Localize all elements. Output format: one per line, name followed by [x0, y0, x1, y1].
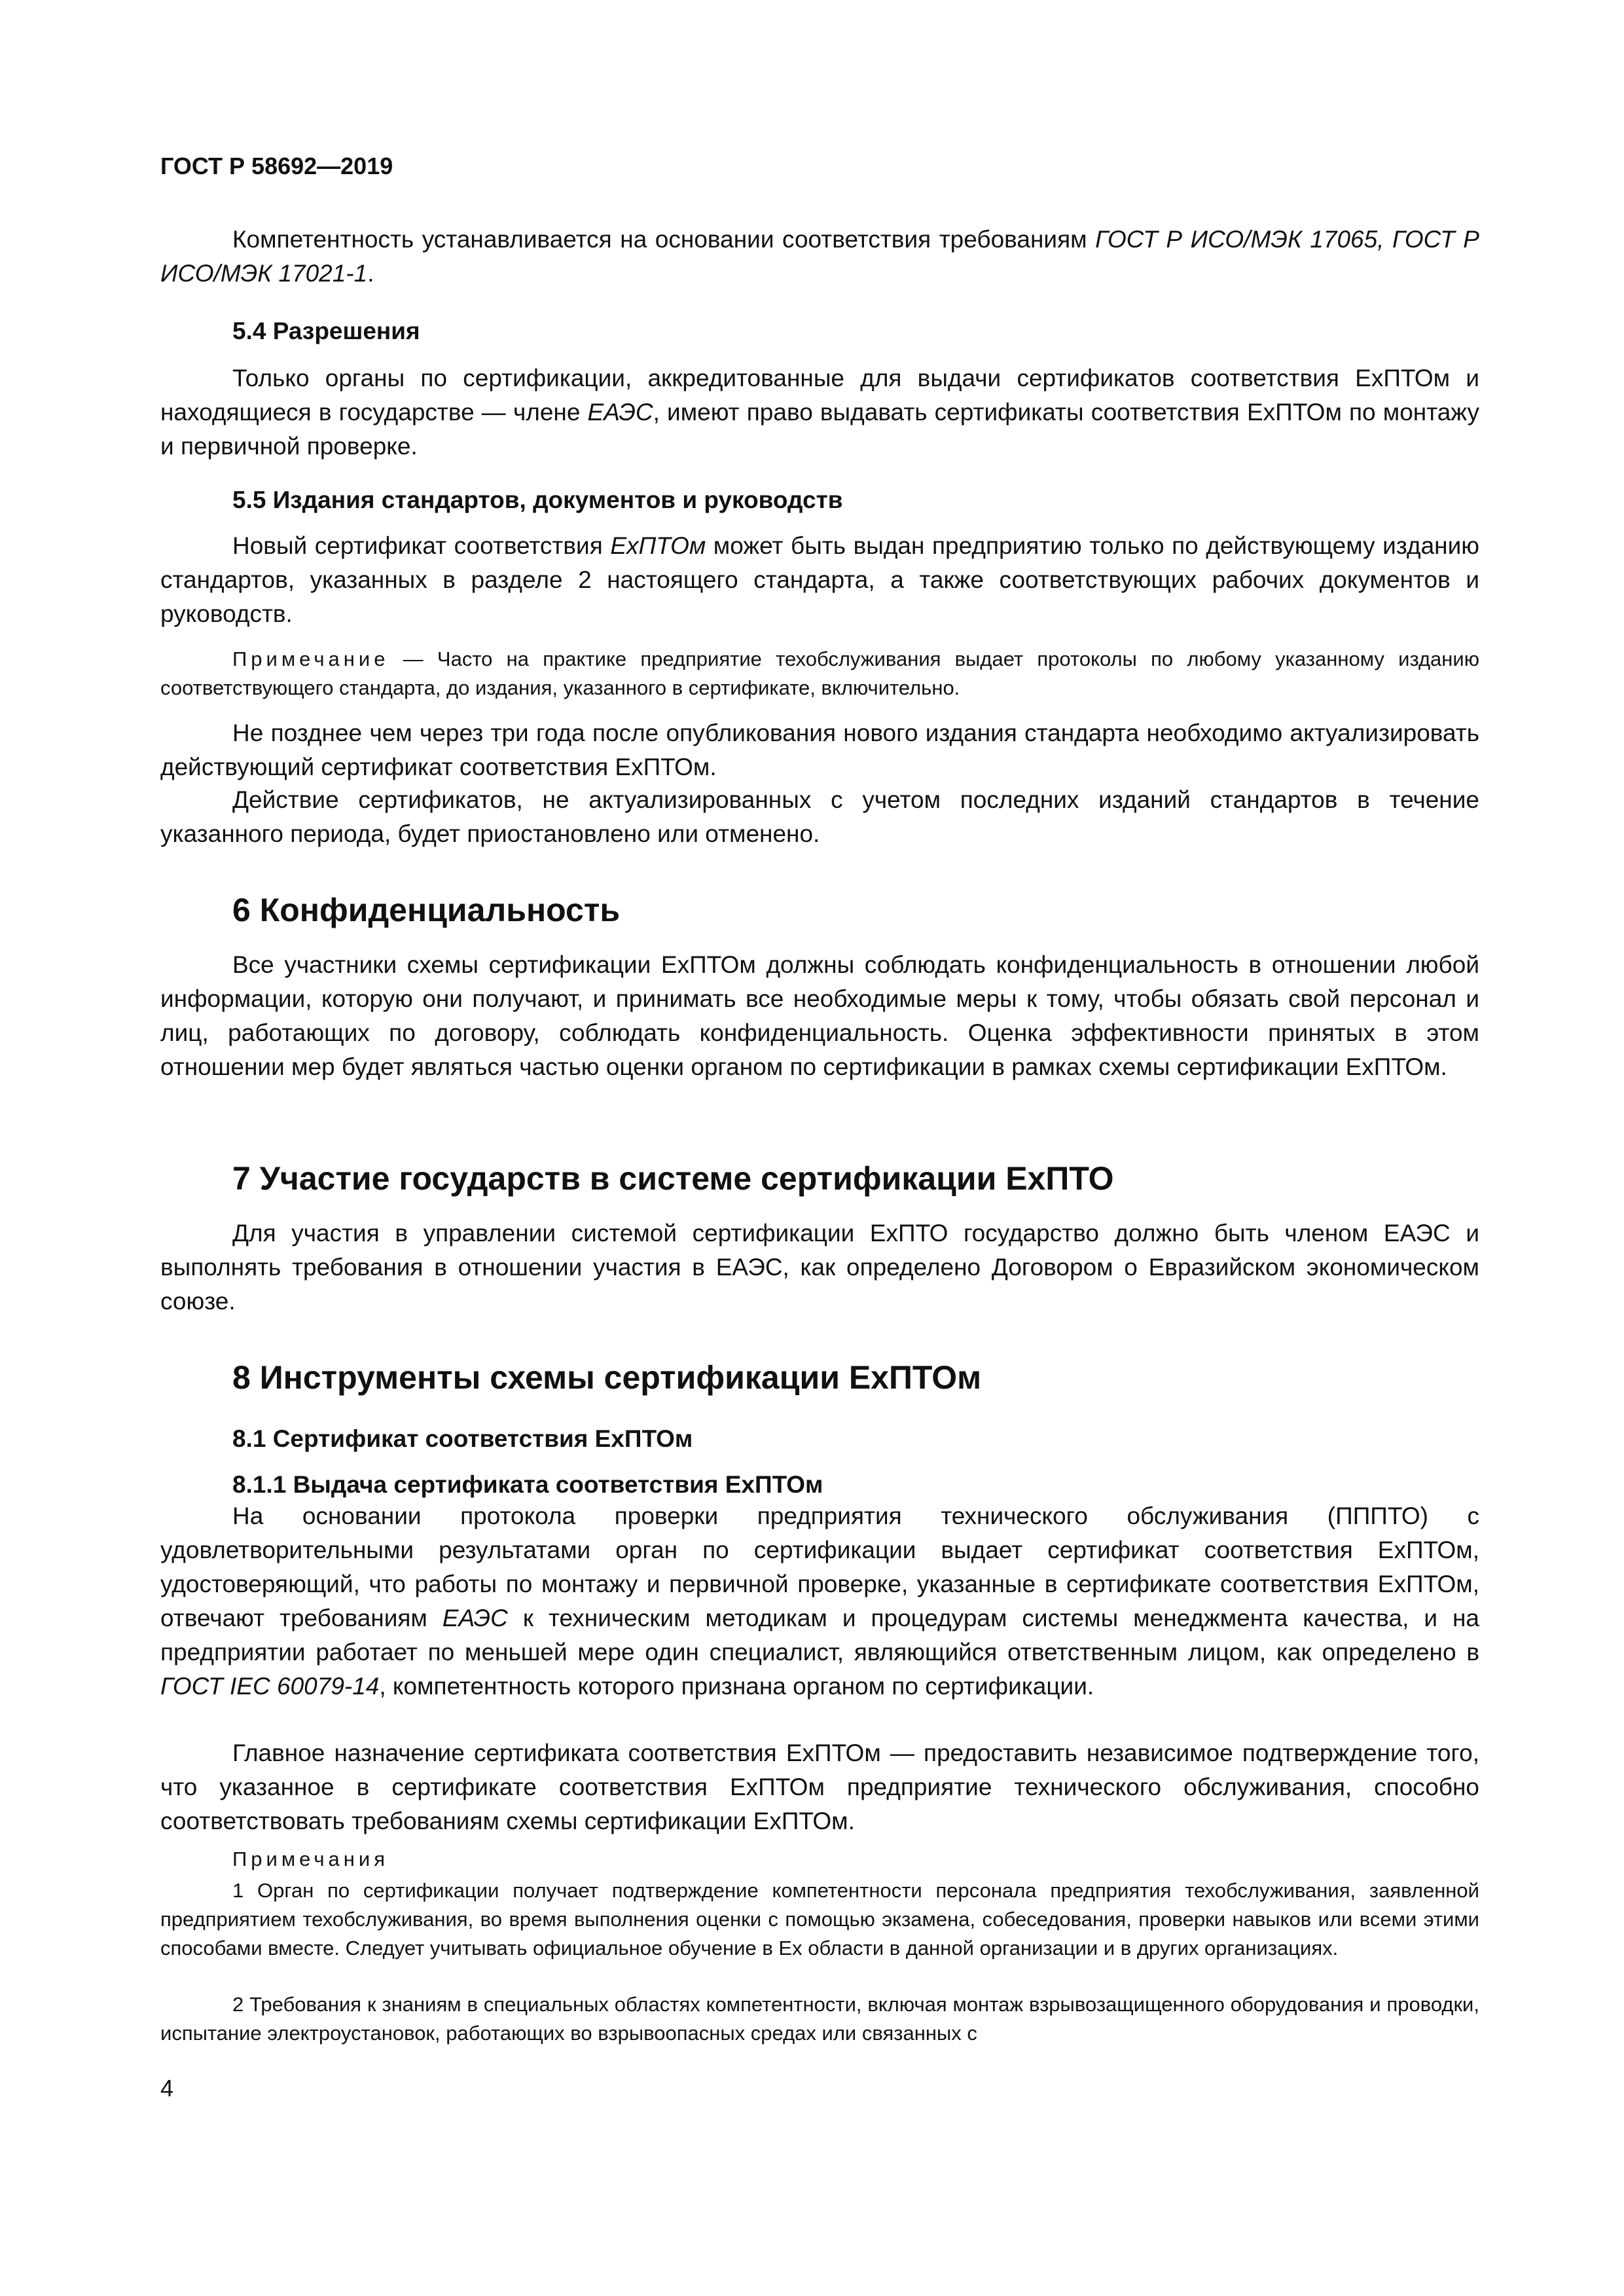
paragraph-8-1-1-1: На основании протокола проверки предприятия технического обслуживания (ПППТО) с удовлетворительными результатами орган по сертификации выдает сертификат соответствия ExПТОм, удостоверяющий, что работы по монтажу и первичной проверке, указанные в сертификате соответствия ExПТОм, отвечают требованиям ЕАЭС к техническим методикам и процедурам системы менеджмента качества, и на предприятии работает по меньшей мере один специалист, являющийся ответственным лицом, как определено в ГОСТ IEC 60079-14, компетентность которого признана органом по сертификации. [160, 1503, 1480, 1700]
heading-8: 8 Инструменты схемы сертификации ExПТОм [232, 1359, 982, 1396]
paragraph-6: Все участники схемы сертификации ExПТОм должны соблюдать конфиденциальность в отношении любой информации, которую они получают, и принимать все необходимые меры к тому, чтобы обязать свой персонал и лиц, работающих по договору, соблюдать конфиденциальность. Оценка эффективности принятых в этом отношении мер будет являться частью оценки органом по сертификации в рамках схемы сертификации ExПТОм. [160, 951, 1479, 1080]
paragraph-5-5-3: Действие сертификатов, не актуализированных с учетом последних изданий стандартов в течение указанного периода, будет приостановлено или отменено. [160, 786, 1479, 847]
note-5-5: Примечание — Часто на практике предприятие техобслуживания выдает протоколы по любому указанному изданию соответствующего стандарта, до издания, указанного в сертификате, включительно. [160, 647, 1479, 699]
document-code: ГОСТ Р 58692—2019 [160, 153, 393, 179]
paragraph-5-4: Только органы по сертификации, аккредитованные для выдачи сертификатов соответствия ExПТОм и находящиеся в государстве — члене ЕАЭС, имеют право выдавать сертификаты соответствия ExПТОм по монтажу и первичной проверке. [160, 365, 1479, 460]
note-1: 1 Орган по сертификации получает подтверждение компетентности персонала предприятия техобслуживания, заявленной предприятием техобслуживания, во время выполнения оценки с помощью экзамена, собеседования, проверки навыков или всеми этими способами вместе. Следует учитывать официальное обучение в Ex области в данной организации и в других организациях. [160, 1879, 1479, 1959]
heading-5-4: 5.4 Разрешения [232, 318, 420, 344]
heading-5-5: 5.5 Издания стандартов, документов и руководств [232, 486, 843, 513]
note-2: 2 Требования к знаниям в специальных областях компетентности, включая монтаж взрывозащищенного оборудования и проводки, испытание электроустановок, работающих во взрывоопасных средах или связанных с [160, 1993, 1479, 2045]
paragraph-5-5-1: Новый сертификат соответствия ExПТОм может быть выдан предприятию только по действующему изданию стандартов, указанных в разделе 2 настоящего стандарта, а также соответствующих рабочих документов и руководств. [160, 532, 1479, 627]
heading-8-1-1: 8.1.1 Выдача сертификата соответствия ExПТОм [232, 1471, 823, 1498]
competence-paragraph: Компетентность устанавливается на основании соответствия требованиям ГОСТ Р ИСО/МЭК 17065, ГОСТ Р ИСО/МЭК 17021-1. [160, 226, 1479, 287]
paragraph-5-5-2: Не позднее чем через три года после опубликования нового издания стандарта необходимо актуализировать действующий сертификат соответствия ExПТОм. [160, 720, 1479, 780]
heading-8-1: 8.1 Сертификат соответствия ExПТОм [232, 1425, 693, 1452]
heading-6: 6 Конфиденциальность [232, 892, 621, 928]
page-number: 4 [160, 2075, 174, 2102]
notes-label: Примечания [232, 1848, 389, 1870]
paragraph-8-1-1-2: Главное назначение сертификата соответствия ExПТОм — предоставить независимое подтверждение того, что указанное в сертификате соответствия ExПТОм предприятие технического обслуживания, способно соответствовать требованиям схемы сертификации ExПТОм. [160, 1740, 1479, 1834]
heading-7: 7 Участие государств в системе сертификации ExПТО [232, 1160, 1114, 1197]
paragraph-7: Для участия в управлении системой сертификации ExПТО государство должно быть членом ЕАЭС и выполнять требования в отношении участия в ЕАЭС, как определено Договором о Евразийском экономическом союзе. [160, 1220, 1479, 1315]
